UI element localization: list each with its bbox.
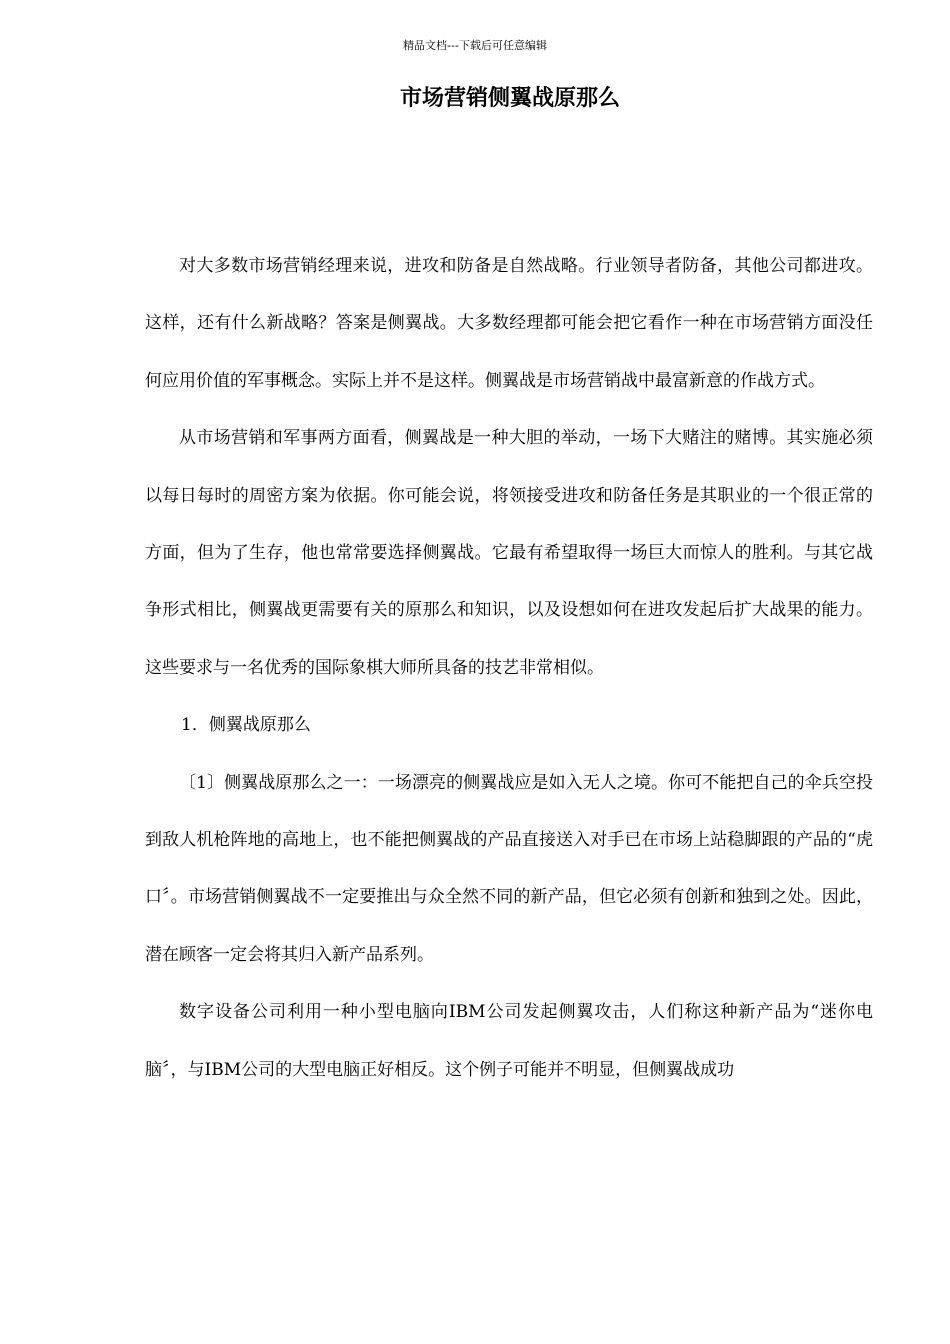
paragraph-flanking-nature: 从市场营销和军事两方面看，侧翼战是一种大胆的举动，一场下大赌注的赌博。其实施必须以每日每时的周密方案为依据。你可能会说，将领接受进攻和防备任务是其职业的一个很正常的方面，但为了生存，他也常常要选择侧翼战。它最有希望取得一场巨大而惊人的胜利。与其它战争形式相比，侧翼战更需要有关的原那么和知识，以及设想如何在进攻发起后扩大战果的能力。这些要求与一名优秀的国际象棋大师所具备的技艺非常相似。 [145, 428, 873, 678]
document-title: 市场营销侧翼战原那么 [399, 86, 620, 111]
header-note: 精品文档---下载后可任意编辑 [403, 39, 547, 52]
paragraph-principle-one: 〔1〕侧翼战原那么之一：一场漂亮的侧翼战应是如入无人之境。你可不能把自己的伞兵空投到敌人机枪阵地的高地上，也不能把侧翼战的产品直接送入对手已在市场上站稳脚跟的产品的“虎口〞。市场营销侧翼战不一定要推出与众全然不同的新产品，但它必须有创新和独到之处。因此，潜在顾客一定会将其归入新产品系列。 [145, 772, 873, 965]
paragraph-dec-example: 数字设备公司利用一种小型电脑向IBM公司发起侧翼攻击，人们称这种新产品为“迷你电脑〞，与IBM公司的大型电脑正好相反。这个例子可能并不明显，但侧翼战成功 [145, 1002, 873, 1080]
paragraph-intro: 对大多数市场营销经理来说，进攻和防备是自然战略。行业领导者防备，其他公司都进攻。这样，还有什么新战略？答案是侧翼战。大多数经理都可能会把它看作一种在市场营销方面没任何应用价值的军事概念。实际上并不是这样。侧翼战是市场营销战中最富新意的作战方式。 [145, 256, 873, 391]
section-heading-principles: 1．侧翼战原那么 [181, 715, 311, 736]
document-body [145, 238, 873, 1099]
